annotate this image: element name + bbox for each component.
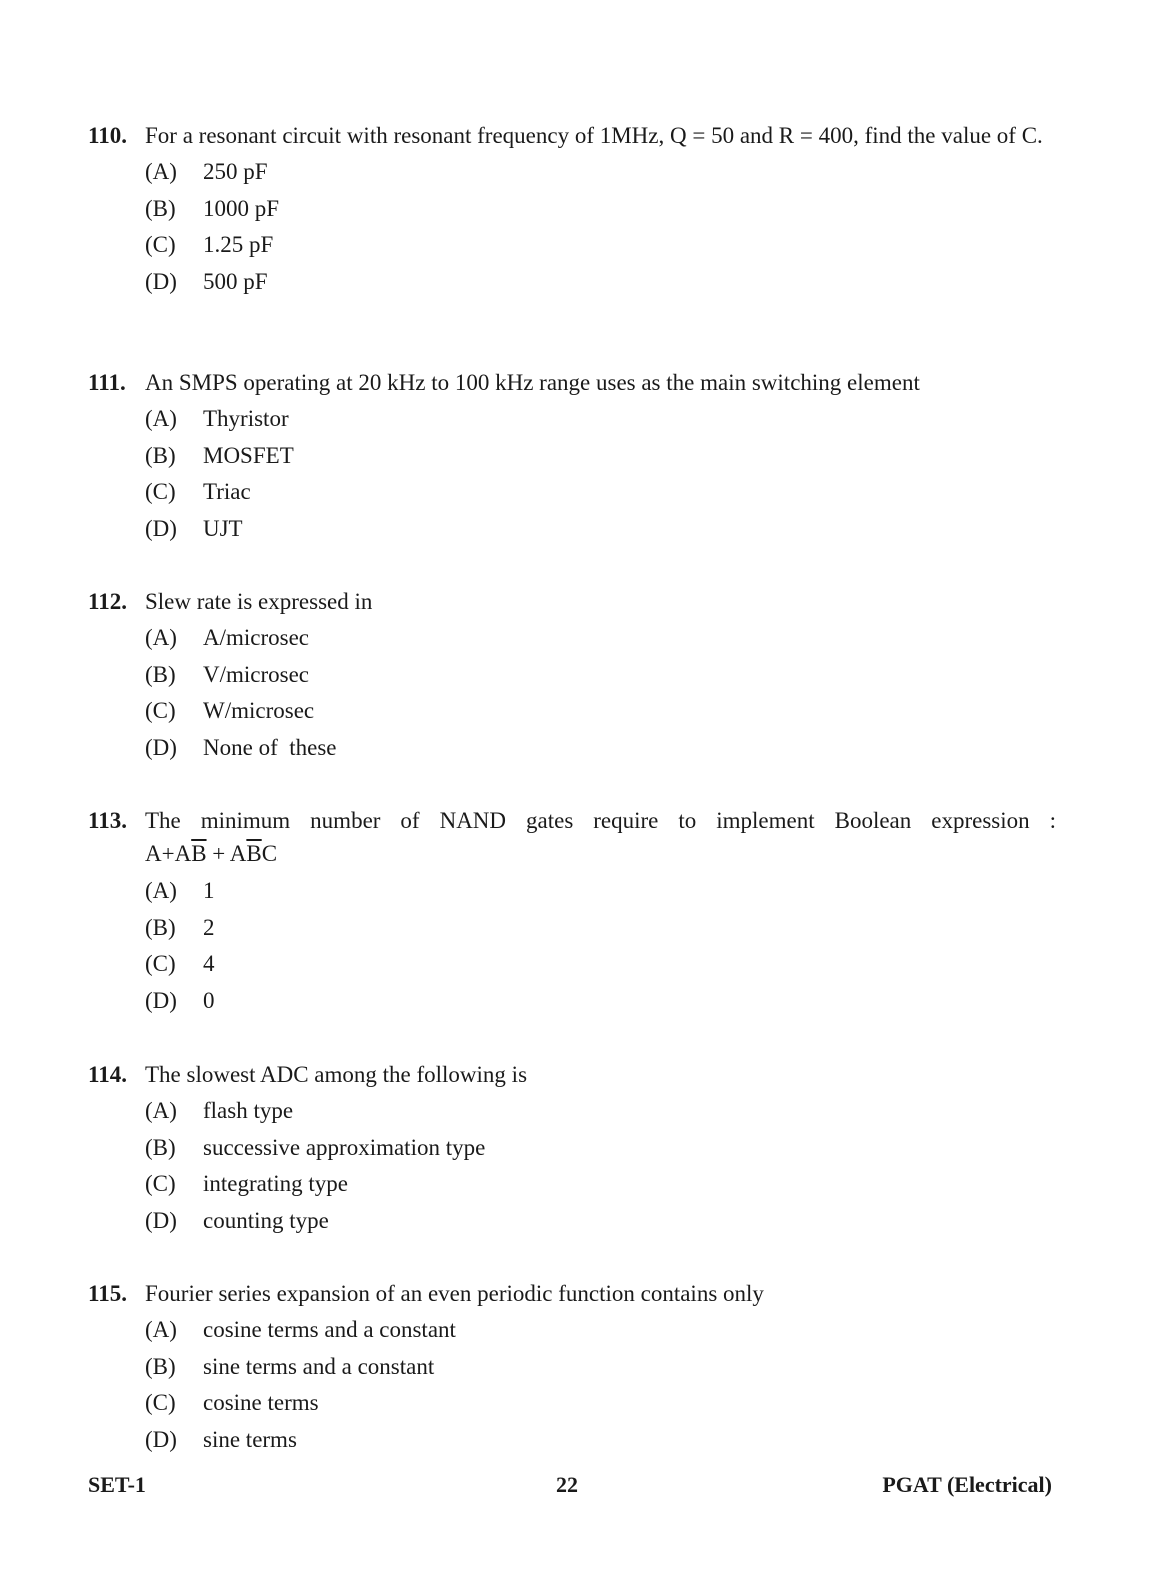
question-115: [88, 1280, 1056, 1462]
option-text: cosine terms and a constant: [203, 1317, 456, 1342]
question-text: The minimum number of NAND gates require to implement Boolean expression :: [145, 808, 1056, 833]
question-text: An SMPS operating at 20 kHz to 100 kHz range uses as the main switching element: [145, 370, 920, 395]
option-a: [88, 624, 1056, 661]
option-letter: (C): [145, 1171, 176, 1196]
option-text: flash type: [203, 1098, 294, 1123]
option-letter: (D): [145, 1426, 177, 1452]
option-letter: (A): [145, 1317, 177, 1342]
option-letter: (B): [145, 1134, 176, 1160]
option-d: [88, 987, 1056, 1024]
question-text: Fourier series expansion of an even periodic function contains only: [145, 1281, 764, 1306]
option-letter: (D): [145, 1207, 177, 1233]
question-number: 110.: [88, 123, 127, 148]
option-d: [88, 1426, 1056, 1463]
option-letter: (A): [145, 1098, 177, 1123]
question-111: [88, 369, 1056, 551]
option-a: [88, 1097, 1056, 1134]
option-text: 2: [203, 914, 215, 940]
option-text: 250 pF: [203, 159, 268, 184]
option-letter: (A): [145, 406, 177, 431]
option-text: 1.25 pF: [203, 232, 274, 257]
expr-part: C: [261, 841, 278, 866]
option-text: Thyristor: [203, 406, 289, 431]
option-d: [88, 1207, 1056, 1244]
option-c: [88, 1389, 1056, 1426]
option-list: [88, 1097, 1056, 1243]
option-letter: (A): [145, 159, 177, 184]
option-text: 1000 pF: [203, 195, 280, 221]
question-114: [88, 1061, 1056, 1243]
question-stem: [88, 122, 1056, 150]
option-b: [88, 914, 1056, 951]
question-110: [88, 122, 1056, 304]
option-list: [88, 158, 1056, 304]
option-letter: (C): [145, 951, 176, 976]
option-text: V/microsec: [203, 661, 310, 687]
question-stem: [88, 369, 1056, 397]
option-list: [88, 1316, 1056, 1462]
option-c: [88, 697, 1056, 734]
option-text: None of these: [203, 734, 337, 760]
option-a: [88, 405, 1056, 442]
expr-complement: $\overline{B}$: [191, 841, 207, 866]
option-list: [88, 877, 1056, 1023]
option-d: [88, 268, 1056, 305]
option-c: [88, 1170, 1056, 1207]
option-c: [88, 231, 1056, 268]
option-letter: (D): [145, 987, 177, 1013]
option-letter: (B): [145, 1353, 176, 1379]
question-112: [88, 588, 1056, 770]
option-letter: (D): [145, 268, 177, 294]
option-text: cosine terms: [203, 1390, 319, 1415]
option-text: sine terms: [203, 1426, 297, 1452]
option-text: UJT: [203, 515, 243, 541]
option-b: [88, 661, 1056, 698]
option-letter: (B): [145, 914, 176, 940]
question-number: 112.: [88, 589, 127, 614]
footer-exam-title: PGAT (Electrical): [882, 1472, 1052, 1497]
option-letter: (C): [145, 1390, 176, 1415]
option-a: [88, 158, 1056, 195]
option-text: 4: [203, 951, 215, 976]
option-c: [88, 478, 1056, 515]
expr-complement: $\overline{B}$: [246, 841, 262, 866]
option-text: integrating type: [203, 1171, 348, 1196]
option-text: 1: [203, 878, 215, 903]
option-letter: (C): [145, 698, 176, 723]
question-stem: [88, 588, 1056, 616]
footer-page-number: 22: [556, 1472, 578, 1497]
option-letter: (A): [145, 878, 177, 903]
question-text: For a resonant circuit with resonant frequency of 1MHz, Q = 50 and R = 400, find the value of C.: [145, 123, 1043, 148]
question-stem: [88, 807, 1056, 869]
question-number: 113.: [88, 808, 127, 833]
question-stem: [88, 1280, 1056, 1308]
option-text: successive approximation type: [203, 1134, 486, 1160]
question-text: Slew rate is expressed in: [145, 589, 373, 614]
option-letter: (D): [145, 734, 177, 760]
option-text: counting type: [203, 1207, 329, 1233]
option-letter: (B): [145, 661, 176, 687]
option-letter: (C): [145, 232, 176, 257]
footer-set-label: SET-1: [88, 1472, 146, 1497]
option-d: [88, 734, 1056, 771]
option-text: Triac: [203, 479, 251, 504]
question-stem: [88, 1061, 1056, 1089]
option-text: W/microsec: [203, 698, 315, 723]
question-text: The slowest ADC among the following is: [145, 1062, 528, 1087]
option-a: [88, 1316, 1056, 1353]
option-text: MOSFET: [203, 442, 294, 468]
question-113: [88, 807, 1056, 1023]
question-number: 114.: [88, 1062, 127, 1087]
boolean-expression: [145, 839, 1056, 869]
option-text: 0: [203, 987, 215, 1013]
option-letter: (B): [145, 442, 176, 468]
option-d: [88, 515, 1056, 552]
option-list: [88, 624, 1056, 770]
question-number: 115.: [88, 1281, 127, 1306]
option-b: [88, 442, 1056, 479]
option-letter: (B): [145, 195, 176, 221]
option-letter: (D): [145, 515, 177, 541]
question-number: 111.: [88, 370, 126, 395]
option-text: sine terms and a constant: [203, 1353, 435, 1379]
option-b: [88, 1353, 1056, 1390]
option-b: [88, 1134, 1056, 1171]
expr-part: + A: [206, 841, 247, 866]
option-text: A/microsec: [203, 625, 310, 650]
option-letter: (C): [145, 479, 176, 504]
option-list: [88, 405, 1056, 551]
option-b: [88, 195, 1056, 232]
expr-part: A+A: [145, 841, 192, 866]
option-letter: (A): [145, 625, 177, 650]
option-c: [88, 950, 1056, 987]
option-a: [88, 877, 1056, 914]
option-text: 500 pF: [203, 268, 268, 294]
